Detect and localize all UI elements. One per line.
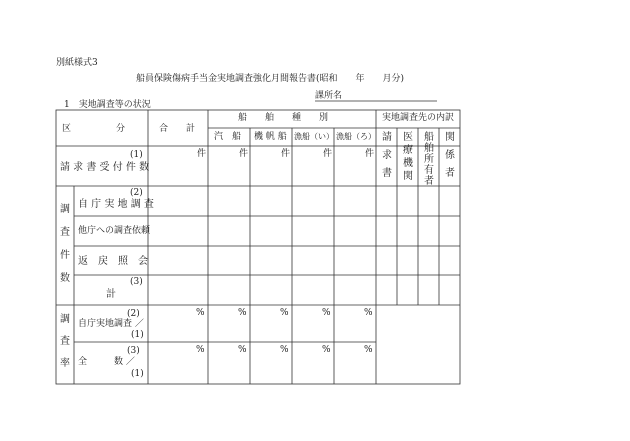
total-ref: (3) [130,277,143,287]
header-ship-col-steam: 汽 船 [214,132,242,142]
all-rate-denominator: (1) [131,369,144,379]
header-ship-col-fishing-ro: 漁船（ろ） [336,132,376,141]
claims-label: 請 求 書 受 付 件 数 [60,162,150,173]
own-rate-label: 自庁実地調査 ／ [78,319,144,329]
unit-count-fishing-i: 件 [323,149,333,159]
own-rate-denominator: (1) [131,330,144,340]
unit-count-total: 件 [197,149,207,159]
own-survey-label: 自 庁 実 地 調 査 [78,199,154,210]
unit-percent-own-motor-sail: % [280,308,289,318]
header-breakdown-claim: 請 求 書 [382,132,392,179]
header-breakdown: 実地調査先の内訳 [382,113,455,123]
survey-count-group-label: 調 査 件 数 [60,204,70,284]
own-rate-numerator: (2) [127,309,140,319]
other-request-label: 他庁への調査依頼 [78,226,151,236]
unit-percent-all-motor-sail: % [280,345,289,355]
unit-percent-own-fishing-ro: % [364,308,373,318]
unit-percent-all-fishing-i: % [322,345,331,355]
section-heading: 1 実地調査等の状況 [64,100,151,110]
header-kubun: 区 分 [62,124,126,134]
own-survey-ref: (2) [130,188,143,198]
survey-rate-group-label: 調 査 率 [60,314,70,369]
unit-percent-all-steam: % [238,345,247,355]
all-rate-label: 全 数 ／ [78,357,135,367]
form-label: 別紙様式3 [56,58,98,68]
all-rate-numerator: (3) [127,346,140,356]
unit-count-motor-sail: 件 [281,149,291,159]
unit-percent-own-steam: % [238,308,247,318]
unit-percent-own-fishing-i: % [322,308,331,318]
return-query-label: 返 戻 照 会 [78,256,148,267]
unit-percent-own-total: % [196,308,205,318]
header-breakdown-shipowner: 船 舶 所 有 者 [424,132,434,187]
header-breakdown-medical: 医 療 機 関 [403,132,413,182]
unit-count-fishing-ro: 件 [365,149,375,159]
report-title: 船員保険傷病手当金実地調査強化月間報告書(昭和 年 月分) [136,74,405,84]
header-ship-col-motor-sail: 機 帆 船 [254,132,287,142]
office-label: 課所名 [315,91,343,101]
header-ship-type: 船 舶 種 別 [238,113,329,123]
header-ship-col-fishing-i: 漁船（い） [294,132,334,141]
unit-count-steam: 件 [239,149,249,159]
header-breakdown-related: 関 係 者 [445,132,455,179]
header-total: 合 計 [159,124,196,134]
unit-percent-all-total: % [196,345,205,355]
unit-percent-all-fishing-ro: % [364,345,373,355]
claims-ref: (1) [130,150,143,160]
total-label: 計 [106,289,116,300]
